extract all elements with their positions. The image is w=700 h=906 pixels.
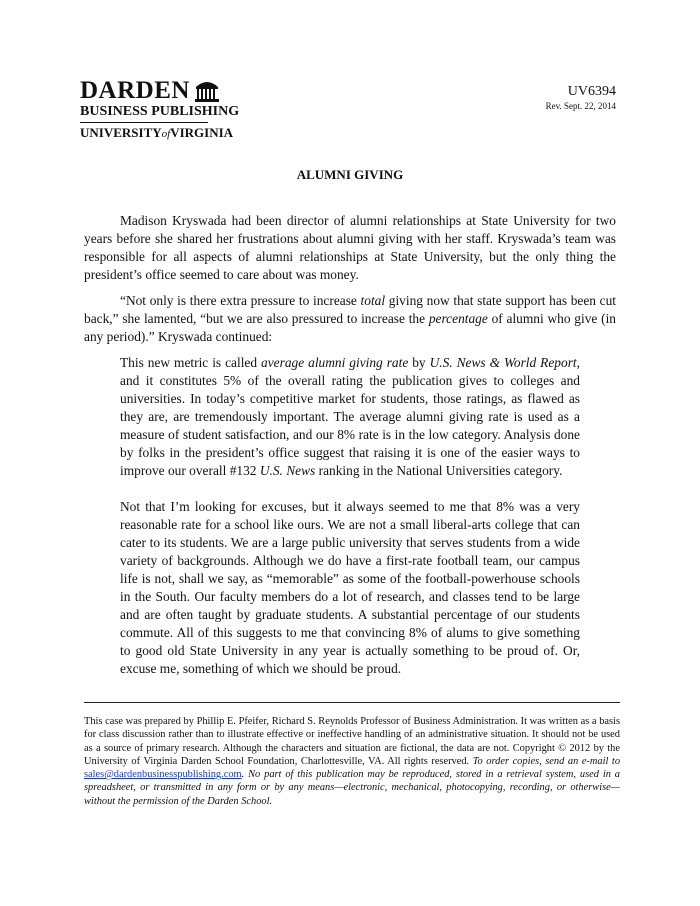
revision-date: Rev. Sept. 22, 2014 <box>545 101 616 111</box>
footer-copyright: This case was prepared by Phillip E. Pfeifer, Richard S. Reynolds Professor of Business Administration. It was written as a basis for class discussion rather than to illustrate effective or ineffective handling of an administrative situation. It should not be used as a source of primary research. Although the characters and situation are fictional, the data are not. Copyright © 2012 by the University of Virginia Darden School Foundation, Charlottesville, VA. All rights reserved. To order copies, send an e-mail to sales@dardenbusinesspublishing.com. No part of this publication may be reproduced, stored in a retrieval system, used in a spreadsheet, or transmitted in any form or by any means—electronic, mechanical, photocopying, recording, or otherwise—without the permission of the Darden School. <box>84 716 621 807</box>
paragraph-1: Madison Kryswada had been director of alumni relationships at State University for two years before she shared her frustrations about alumni giving with her staff. Kryswada’s team was responsible for all aspects of alumni relationships at State University, but the only thing the president’s office seemed to care about was money. <box>84 213 616 282</box>
darden-logo <box>80 78 240 142</box>
logo-darden-text: DARDEN <box>80 77 190 104</box>
case-number: UV6394 <box>567 84 616 99</box>
page-title: ALUMNI GIVING <box>296 167 404 182</box>
footer-divider <box>84 702 620 703</box>
logo-divider <box>80 122 208 123</box>
sales-email-link[interactable]: sales@dardenbusinesspublishing.com <box>84 769 242 781</box>
logo-university: UNIVERSITYofVIRGINIA <box>80 125 234 140</box>
block-quote-2: Not that I’m looking for excuses, but it always seemed to me that 8% was a very reasonable rate for a school like ours. We are not a small liberal-arts college that can cater to its students. We are a large public university that serves students from a wide variety of backgrounds. Although we do have a first-rate football team, our campus life is not, shall we say, as “memorable” as some of the football-powerhouse schools in the South. Our faculty members do a lot of research, and classes tend to be large and are often taught by graduate students. A substantial percentage of our students commute. All of this suggests to me that convincing 8% of alums to give something to good old State University in any year is actually something to be proud of. Or, excuse me, something of which we should be proud. <box>120 499 580 676</box>
paragraph-2: “Not only is there extra pressure to increase total giving now that state support has been cut back,” she lamented, “but we are also pressured to increase the percentage of alumni who give (in any period).” Kryswada continued: <box>84 293 617 344</box>
logo-business-publishing: BUSINESS PUBLISHING <box>80 104 240 119</box>
case-info <box>546 84 616 112</box>
rotunda-icon <box>194 78 220 102</box>
block-quote-1: This new metric is called average alumni giving rate by U.S. News & World Report, and it constitutes 5% of the overall rating the publication gives to colleges and universities. In today’s competitive market for students, those ratings, as flawed as they are, are tremendously important. The average alumni giving rate is used as a measure of student satisfaction, and our 8% rate is in the low category. Analysis done by folks in the president’s office suggest that raising it is one of the easier ways to improve our overall #132 U.S. News ranking in the National Universities category. <box>120 355 580 478</box>
